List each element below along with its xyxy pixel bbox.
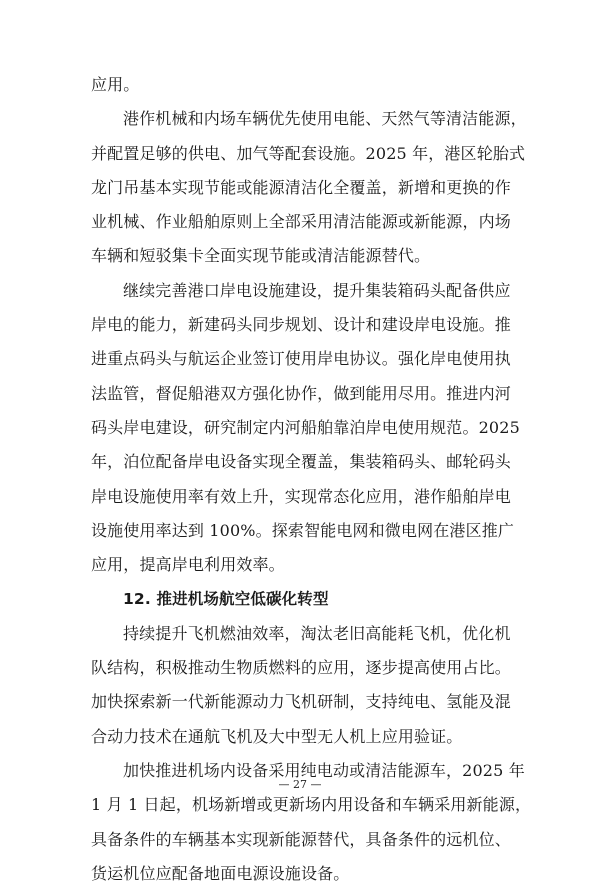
text-line: 应用。 xyxy=(91,75,140,94)
text-line: 码头岸电建设，研究制定内河船舶靠泊岸电使用规范。2025 xyxy=(91,417,520,437)
text-line: 继续完善港口岸电设施建设，提升集装箱码头配备供应 xyxy=(123,280,511,300)
text-line: 具备条件的车辆基本实现新能源替代，具备条件的远机位、 xyxy=(91,829,511,849)
text-line: 港作机械和内场车辆优先使用电能、天然气等清洁能源， xyxy=(123,109,527,129)
text-line: 应用，提高岸电利用效率。 xyxy=(91,555,285,575)
text-line: 龙门吊基本实现节能或能源清洁化全覆盖，新增和更换的作 xyxy=(91,177,511,197)
text-line: 加快推进机场内设备采用纯电动或清洁能源车，2025 年 xyxy=(123,760,525,780)
text-line: 并配置足够的供电、加气等配套设施。2025 年，港区轮胎式 xyxy=(91,143,526,163)
text-line: 岸电设施使用率有效上升，实现常态化应用，港作船舶岸电 xyxy=(91,486,511,506)
text-line: 进重点码头与航运企业签订使用岸电协议。强化岸电使用执 xyxy=(91,349,511,369)
text-line: 加快探索新一代新能源动力飞机研制，支持纯电、氢能及混 xyxy=(91,692,511,712)
paragraph-airport-vehicles xyxy=(91,754,532,891)
section-12-heading: 12. 推进机场航空低碳化转型 xyxy=(123,590,329,609)
text-line: 岸电的能力，新建码头同步规划、设计和建设岸电设施。推 xyxy=(91,315,511,335)
text-line: 设施使用率达到 100%。探索智能电网和微电网在港区推广 xyxy=(91,520,515,540)
text-line: 车辆和短驳集卡全面实现节能或清洁能源替代。 xyxy=(91,246,431,266)
text-line: 业机械、作业船舶原则上全部采用清洁能源或新能源，内场 xyxy=(91,212,511,232)
text-line: 合动力技术在通航飞机及大中型无人机上应用验证。 xyxy=(91,726,463,746)
text-line: 法监管，督促船港双方强化协作，做到能用尽用。推进内河 xyxy=(91,383,511,403)
section-11-tail xyxy=(91,68,521,102)
paragraph-shore-power xyxy=(91,274,521,583)
text-line: 1 月 1 日起，机场新增或更新场内用设备和车辆采用新能源， xyxy=(91,795,532,815)
text-line: 持续提升飞机燃油效率，淘汰老旧高能耗飞机，优化机 xyxy=(123,623,511,643)
text-line: 年，泊位配备岸电设备实现全覆盖，集装箱码头、邮轮码头 xyxy=(91,452,511,472)
paragraph-port-machinery xyxy=(91,102,527,273)
document-body xyxy=(91,68,532,891)
paragraph-aviation-fuel xyxy=(91,617,521,754)
page-number: — 27 — xyxy=(278,778,322,791)
text-line: 货运机位应配备地面电源设施设备。 xyxy=(91,863,350,883)
text-line: 队结构，积极推动生物质燃料的应用，逐步提高使用占比。 xyxy=(91,658,511,678)
